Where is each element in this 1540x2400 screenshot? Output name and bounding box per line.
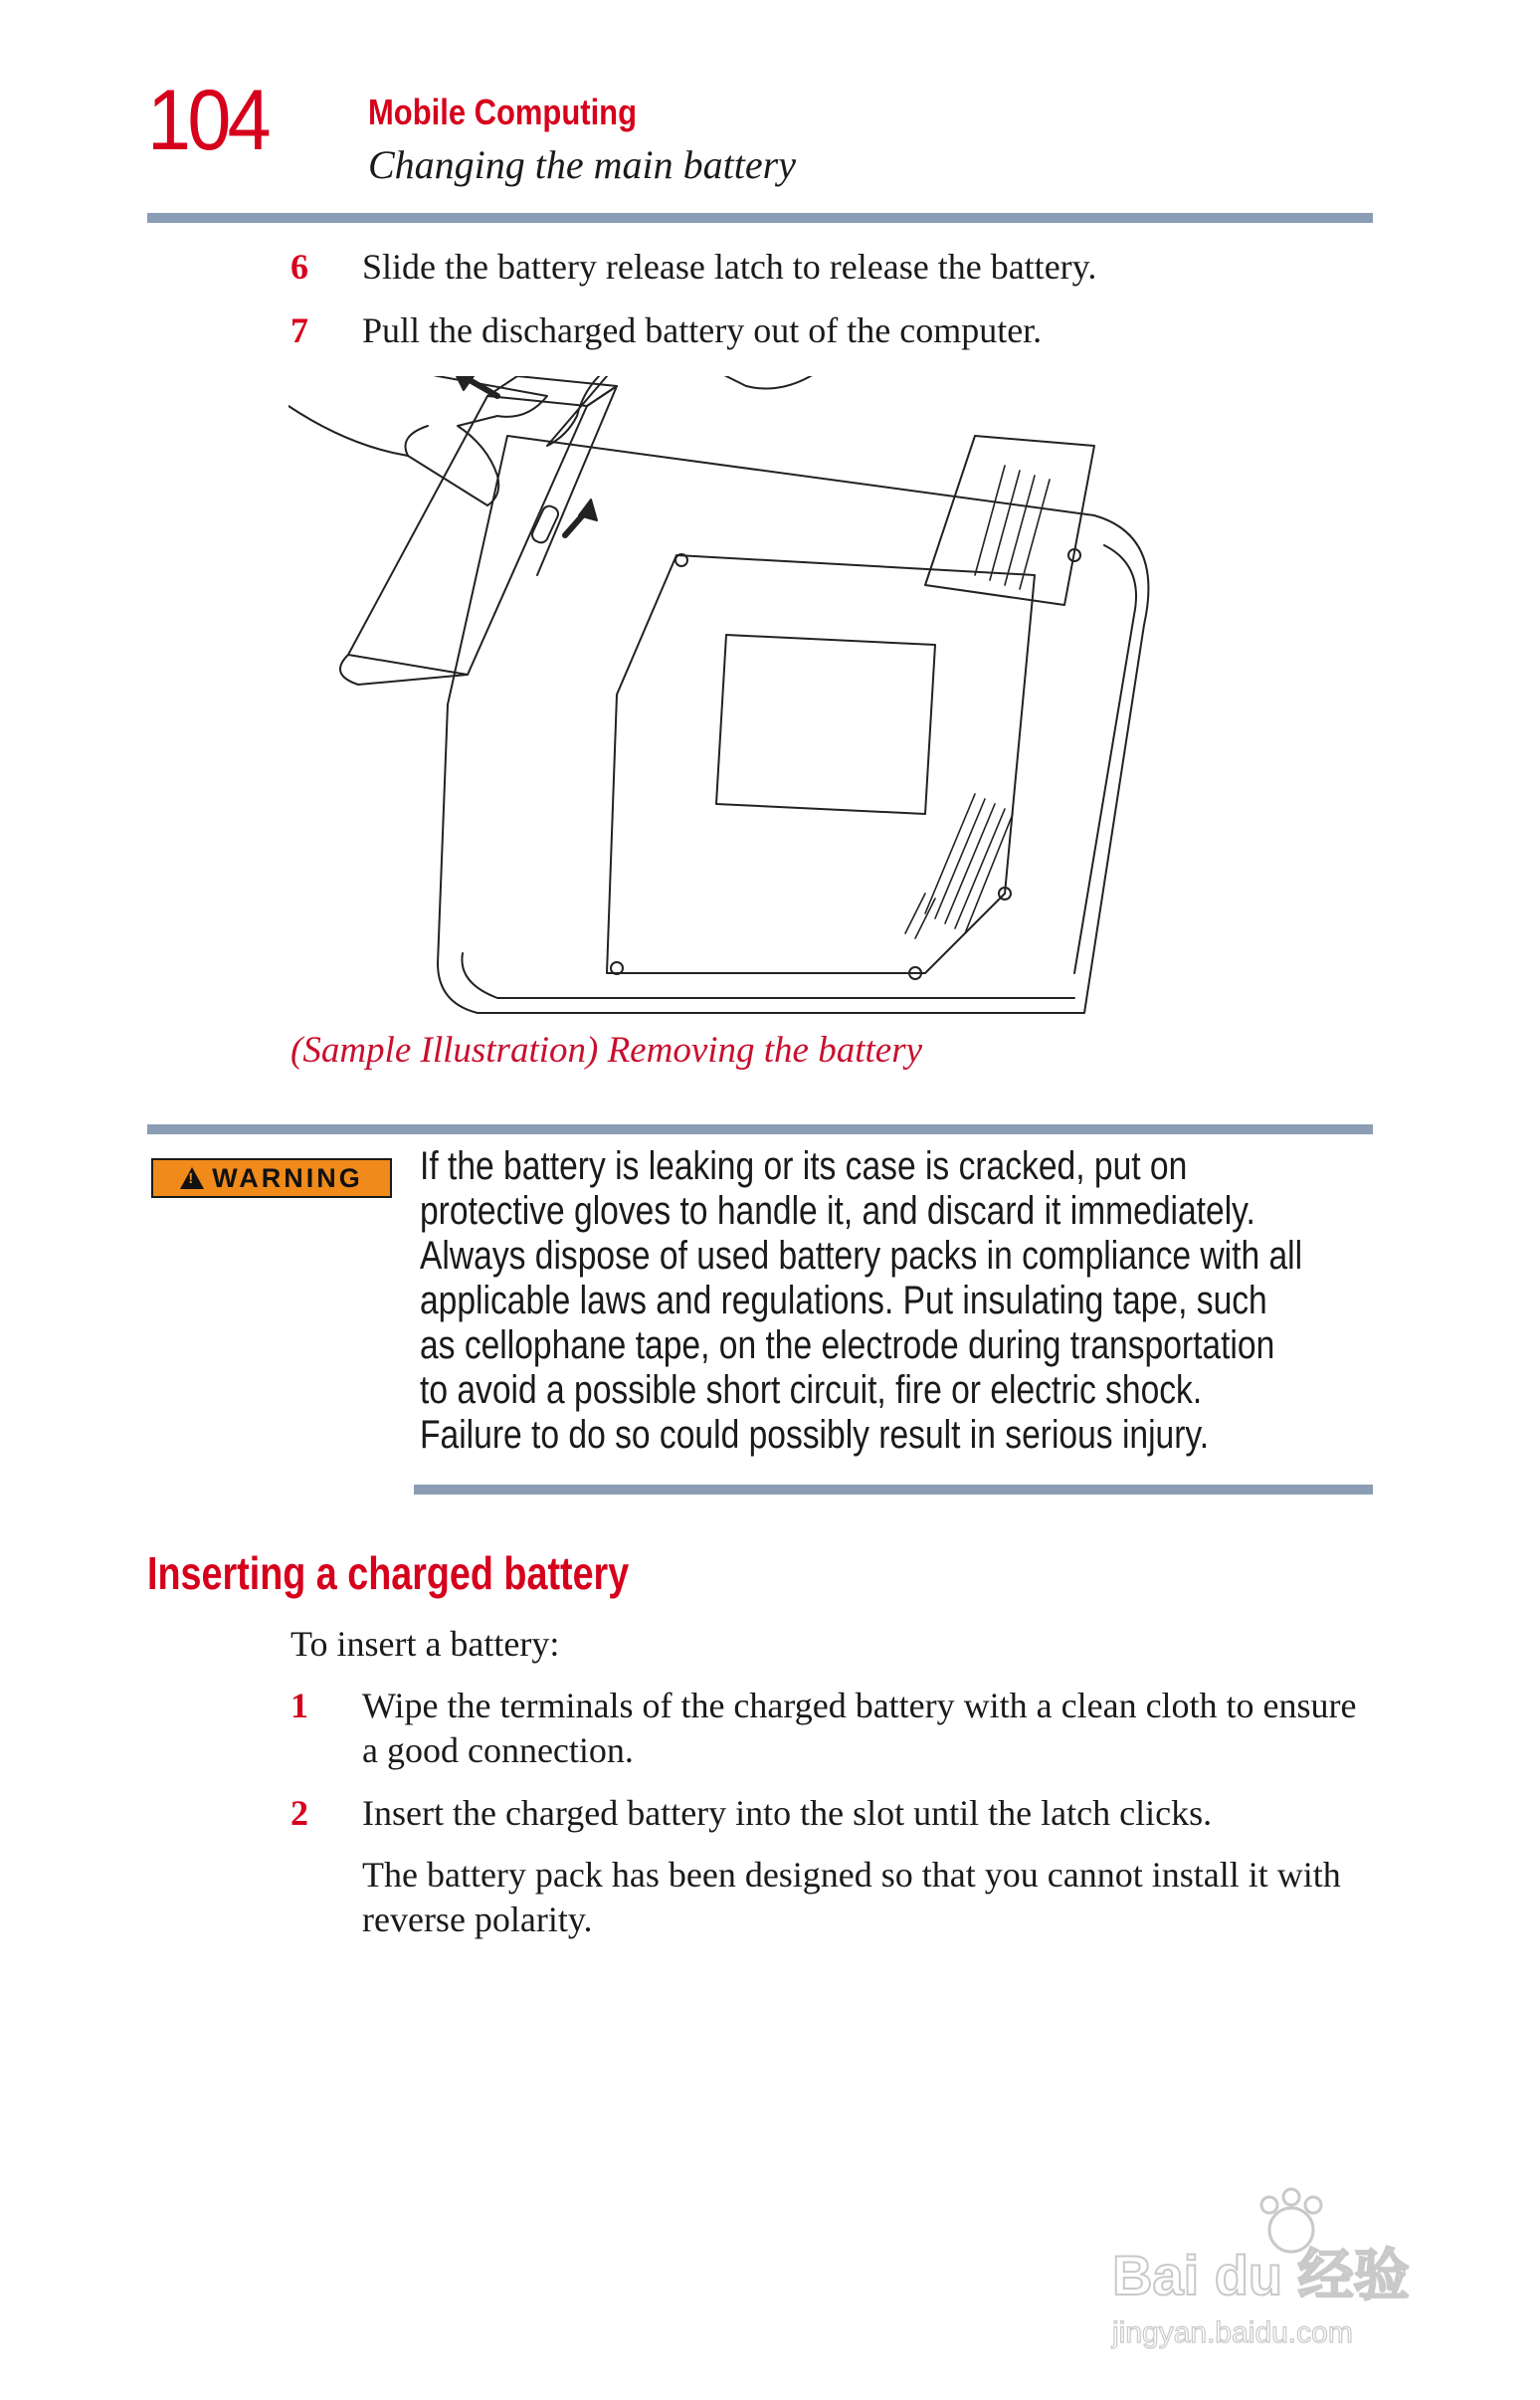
figure-caption: (Sample Illustration) Removing the battery (290, 1030, 923, 1071)
step-number: 1 (290, 1686, 308, 1725)
note-text: The battery pack has been designed so that you cannot install it with reverse polarity. (362, 1855, 1341, 1939)
section-subtitle: Changing the main battery (368, 142, 796, 187)
list-item (290, 1791, 1365, 1836)
watermark-brand: Bai du 经验 (1112, 2244, 1410, 2306)
chapter-title: Mobile Computing (368, 92, 637, 132)
laptop-outline (438, 436, 1148, 1013)
left-hand (289, 376, 547, 505)
step-number: 2 (290, 1793, 308, 1833)
warning-label: WARNING (212, 1162, 363, 1193)
list-item (290, 308, 1365, 353)
memory-door (925, 436, 1094, 605)
warning-text: If the battery is leaking or its case is cracked, put on protective gloves to handle it, and discard it immediately. Always dispose of used battery packs in compliance with all applicable laws and regulations. Put insulating tape, such as cellophane tape, on the electrode during transportation to avoid a possible short circuit, fire or electric shock. Failure to do so could possibly result in serious injury. (420, 1144, 1303, 1457)
step-number: 6 (290, 247, 308, 287)
step-text: Wipe the terminals of the charged battery with a clean cloth to ensure a good connection. (362, 1686, 1357, 1770)
warning-top-rule (147, 1124, 1373, 1134)
section-heading: Inserting a charged battery (147, 1547, 630, 1599)
intro-text: To insert a battery: (290, 1624, 560, 1664)
cover-panel (607, 555, 1035, 973)
list-item (290, 245, 1365, 290)
header-rule (147, 213, 1373, 223)
watermark-url: jingyan.baidu.com (1112, 2316, 1353, 2349)
warning-icon (180, 1167, 204, 1189)
battery-pack (348, 396, 587, 675)
baidu-watermark (1102, 2185, 1460, 2364)
warning-badge (151, 1158, 392, 1198)
battery-removal-illustration (289, 376, 1204, 1023)
page-number: 104 (147, 73, 268, 168)
step-number: 7 (290, 310, 308, 350)
list-item (290, 1684, 1365, 1773)
step-text: Pull the discharged battery out of the computer. (362, 310, 1043, 350)
warning-bottom-rule (414, 1485, 1373, 1495)
vent-grille (905, 794, 1013, 938)
step-text: Slide the battery release latch to release the battery. (362, 247, 1097, 287)
step-text: Insert the charged battery into the slot until the latch clicks. (362, 1793, 1213, 1833)
